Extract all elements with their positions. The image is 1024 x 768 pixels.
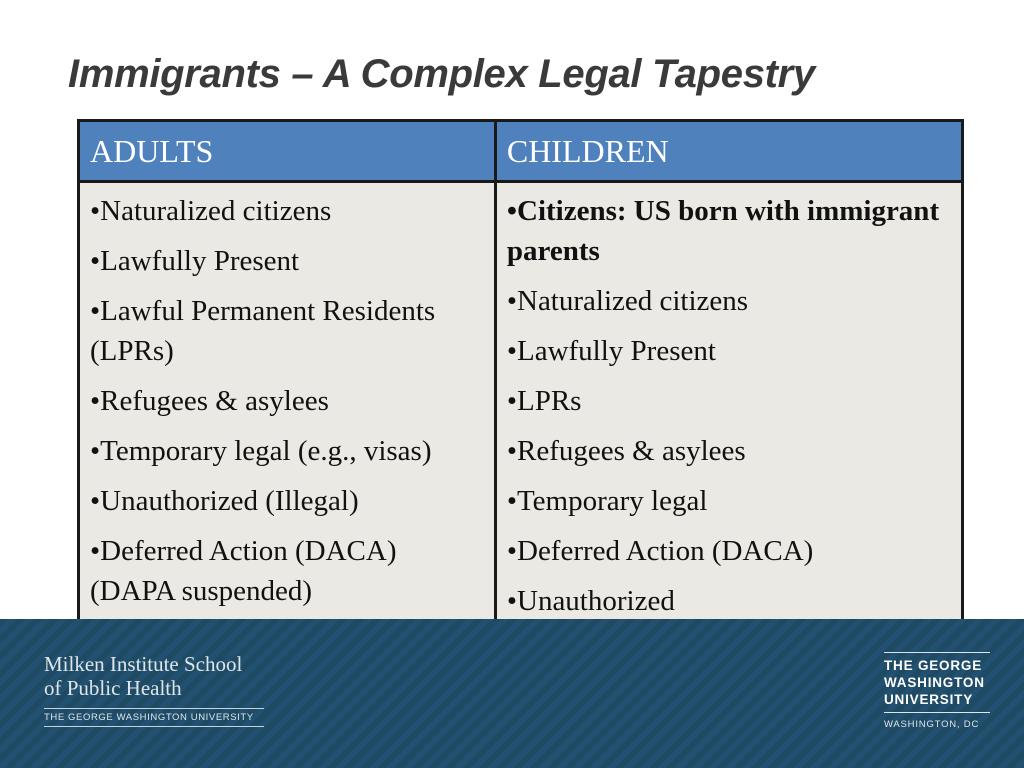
- list-item: •Refugees & asylees: [506, 435, 746, 467]
- gwu-logo-line3: UNIVERSITY: [884, 692, 974, 707]
- milken-logo-line2: of Public Health: [44, 676, 182, 700]
- milken-school-logo: [44, 652, 264, 730]
- list-item: •Lawfully Present: [90, 245, 300, 277]
- milken-logo-divider-bottom: [44, 726, 264, 727]
- gwu-logo-line2: WASHINGTON: [884, 675, 985, 690]
- gwu-logo-top-rule: [884, 652, 990, 653]
- milken-logo-line1: Milken Institute School: [44, 652, 243, 676]
- list-item: •Lawfully Present: [506, 335, 716, 367]
- adults-column-header: ADULTS: [79, 121, 496, 182]
- milken-logo-divider: [44, 708, 264, 709]
- list-item: •Citizens: US born with immigrant parents: [506, 195, 940, 267]
- list-item: •Deferred Action (DACA): [506, 535, 814, 567]
- slide-title: Immigrants – A Complex Legal Tapestry: [68, 52, 815, 96]
- gwu-logo-city: WASHINGTON, DC: [884, 719, 980, 730]
- table-body-row: [79, 182, 963, 641]
- adults-list: [90, 191, 484, 611]
- gwu-logo: [884, 652, 990, 730]
- gwu-logo-line1: THE GEORGE: [884, 658, 983, 673]
- immigrant-status-table: [77, 119, 964, 642]
- list-item: •Temporary legal (e.g., visas): [90, 435, 432, 467]
- children-list: [507, 191, 951, 621]
- children-cell: [495, 182, 962, 641]
- milken-logo-subtitle: THE GEORGE WASHINGTON UNIVERSITY: [44, 712, 254, 723]
- list-item: •Lawful Permanent Residents (LPRs): [90, 295, 436, 367]
- list-item: •Unauthorized (Illegal): [90, 485, 359, 517]
- gwu-logo-bottom-rule: [884, 712, 990, 713]
- list-item: •Refugees & asylees: [90, 385, 329, 417]
- list-item: •Temporary legal: [506, 485, 708, 517]
- list-item: •LPRs: [506, 385, 582, 417]
- table-header-row: [79, 121, 963, 182]
- list-item: •Deferred Action (DACA) (DAPA suspended): [90, 535, 397, 607]
- adults-cell: [79, 182, 496, 641]
- list-item: •Naturalized citizens: [90, 195, 332, 227]
- list-item: •Naturalized citizens: [506, 285, 749, 317]
- gwu-logo-name: [884, 657, 990, 708]
- list-item: •Unauthorized: [506, 585, 675, 617]
- children-column-header: CHILDREN: [495, 121, 962, 182]
